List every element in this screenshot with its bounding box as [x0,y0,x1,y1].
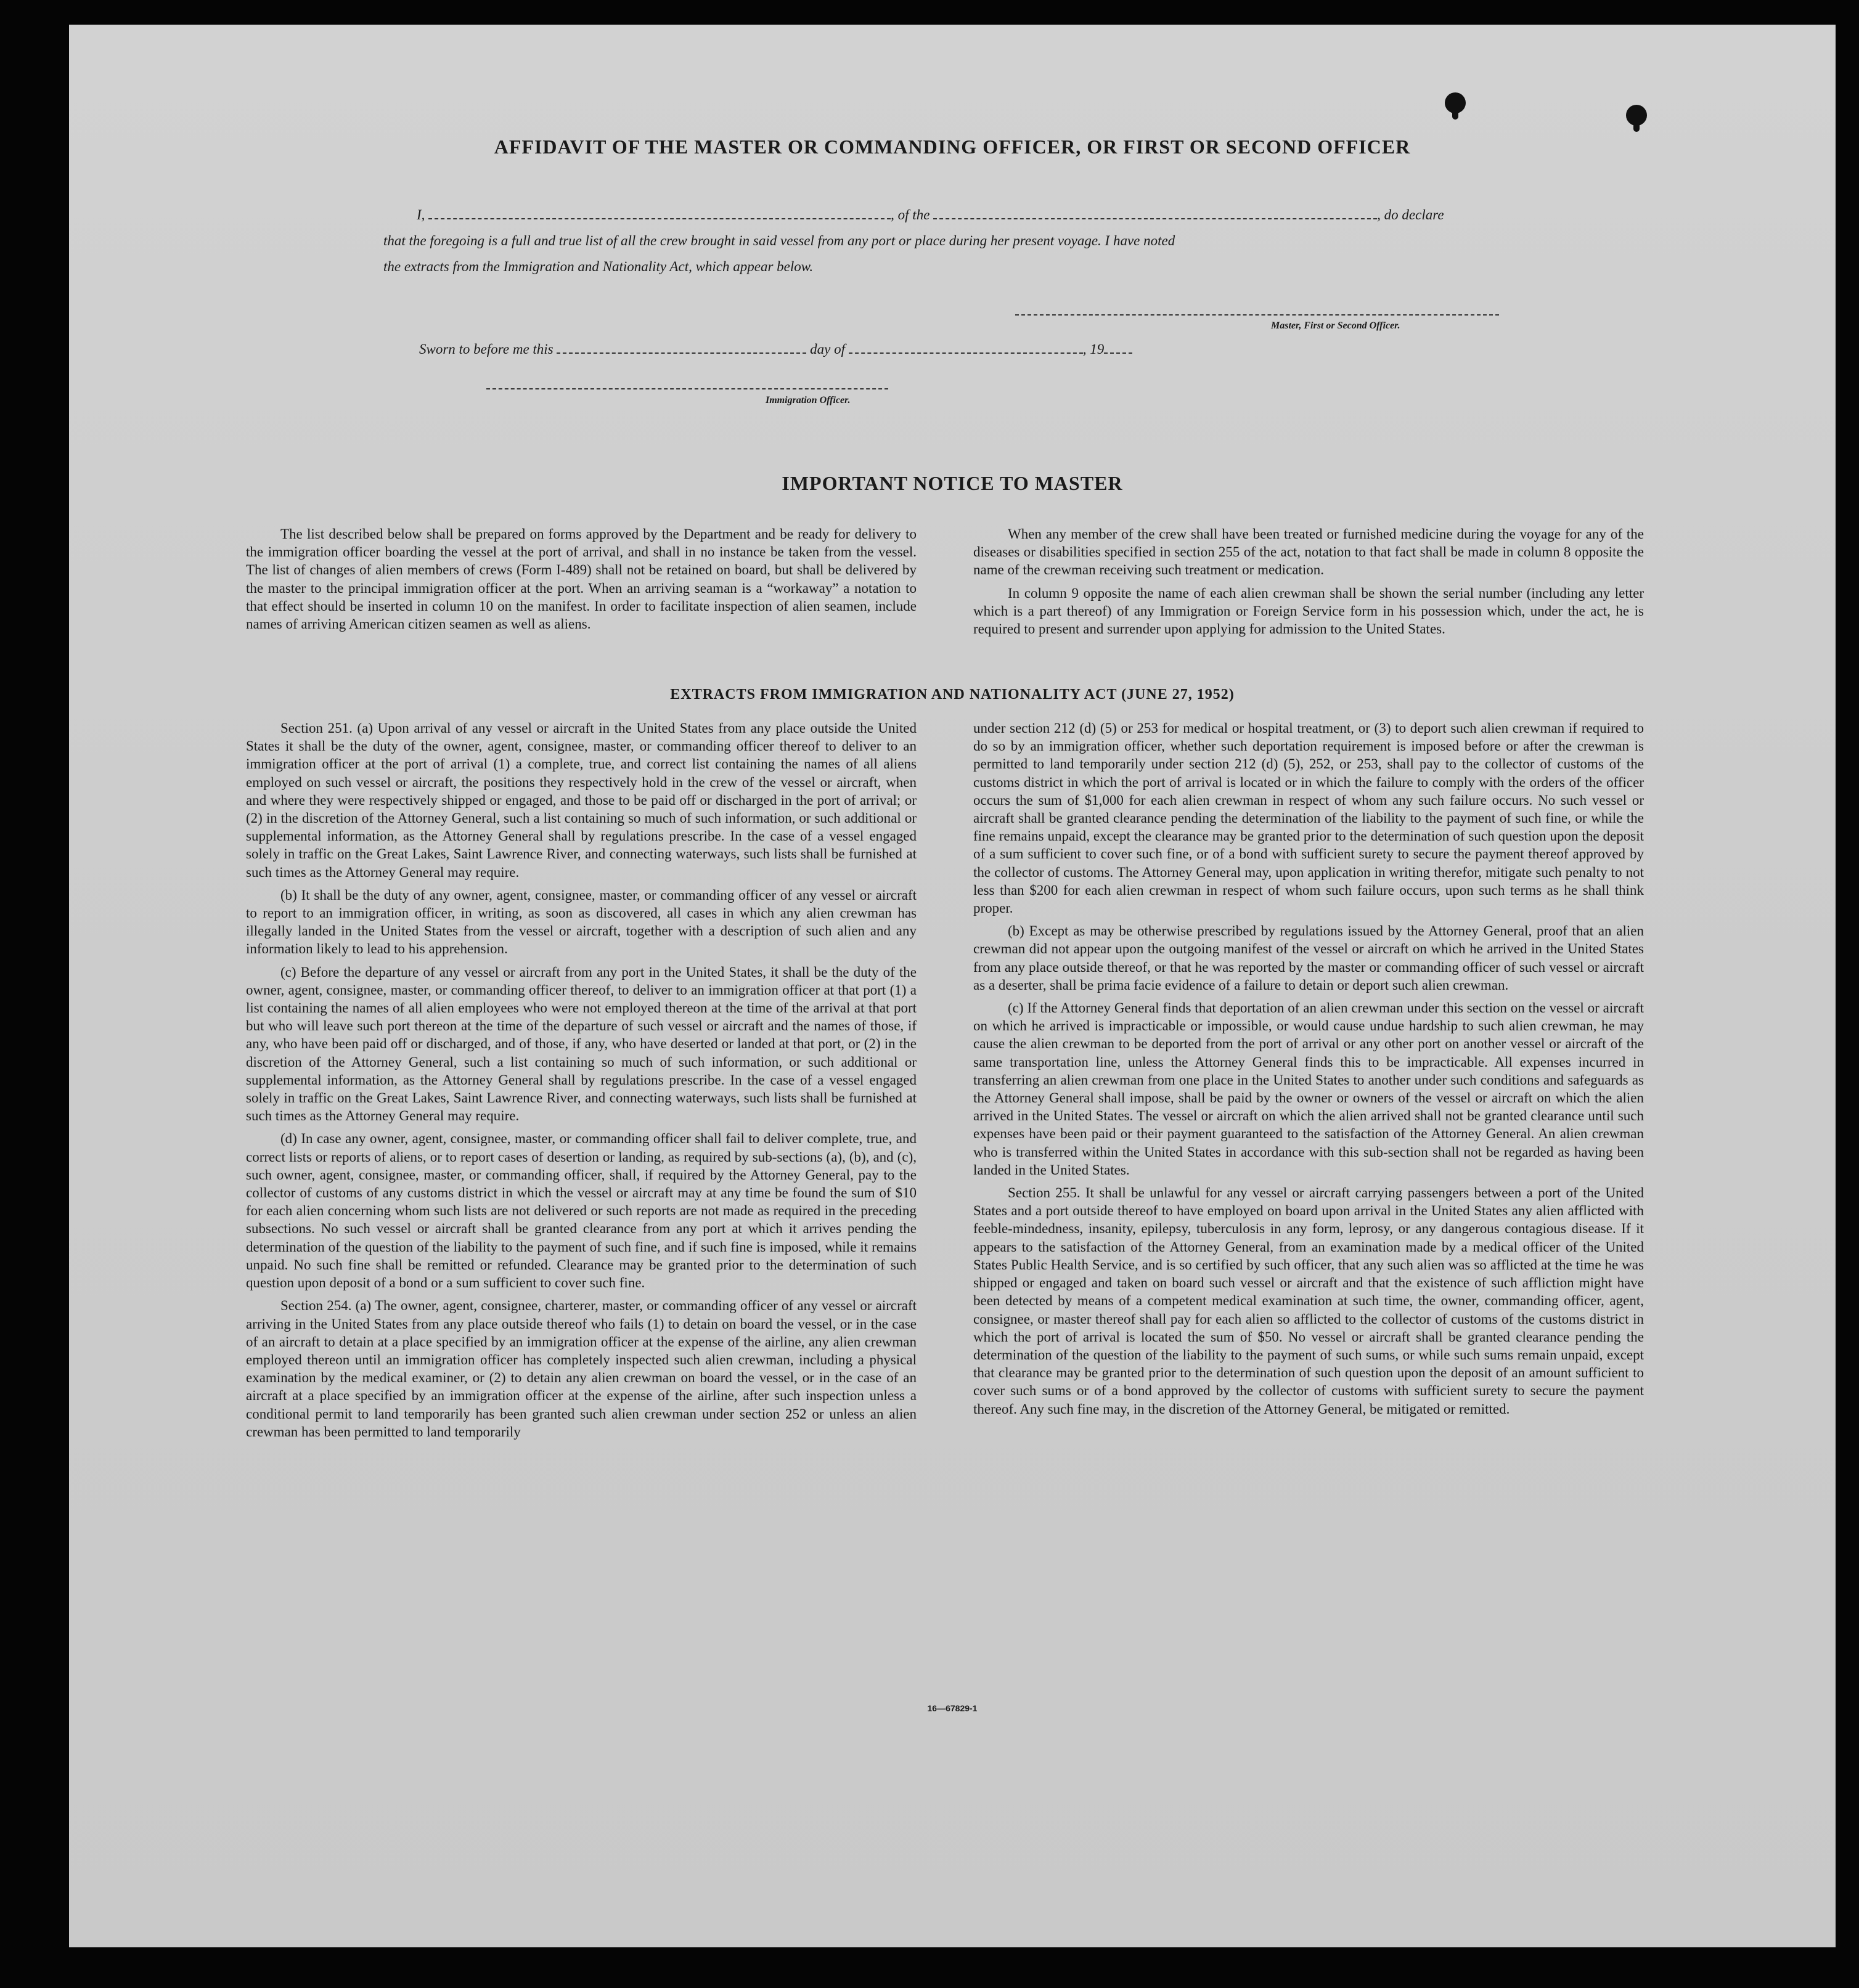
extracts-left-column [246,719,917,1446]
extracts-right-column [973,719,1644,1423]
master-signature-label: Master, First or Second Officer. [1271,320,1400,331]
punch-hole-mark [1626,105,1647,126]
document-page [69,25,1836,1947]
section-paragraph: Section 251. (a) Upon arrival of any vessel or aircraft in the United States from any place outside the United States it shall be the duty of the owner, agent, consignee, master, or commanding officer thereof to deliver to an immigration officer at the port of arrival (1) a complete, true, and correct list containing the names of all aliens employed on such vessel or aircraft, the positions they respectively hold in the crew of the vessel or aircraft, when and where they were respectively shipped or engaged, and those to be paid off or discharged in the port of arrival; or (2) in the discretion of the Attorney General, such a list containing so much of such information, or such additional or supplemental information, as the Attorney General shall by regulations prescribe. In the case of a vessel engaged solely in traffic on the Great Lakes, Saint Lawrence River, and connecting waterways, such lists shall be furnished at such times as the Attorney General may require. [246,720,917,880]
notice-paragraph: When any member of the crew shall have been treated or furnished medicine during the voyage for any of the diseases or disabilities specified in section 255 of the act, notation to that fact shall be made in column 8 opposite the name of the crewman receiving such treatment or medication. [973,526,1644,578]
affidavit-line-1 [417,207,1444,223]
affidavit-line-2: that the foregoing is a full and true list of all the crew brought in said vessel from any port or place during her present voyage. I have noted [383,233,1175,248]
punch-hole-mark [1445,92,1466,113]
extracts-title: EXTRACTS FROM IMMIGRATION AND NATIONALITY ACT (JUNE 27, 1952) [670,686,1235,703]
section-paragraph: Section 255. It shall be unlawful for any vessel or aircraft carrying passengers between a port of the United States and a port outside thereof to have employed on board upon arrival in the United States any alien afflicted with feeble-mindedness, insanity, epilepsy, tuberculosis in any form, leprosy, or any dangerous contagious disease. If it appears to the satisfaction of the Attorney General, from an examination made by a medical officer of the United States Public Health Service, and is so certified by such officer, that any such alien was so afflicted at the time he was shipped or engaged and taken on board such vessel or aircraft and that the existence of such affliction might have been detected by means of a competent medical examination at such time, the owner, commanding officer, agent, consignee, or master thereof shall pay for each alien so afflicted to the collector of customs of the customs district in which the port of arrival is located the sum of $50. No vessel or aircraft shall be granted clearance pending the determination of the question of the liability to the payment of such sums, or while such sums remain unpaid, except that clearance may be granted prior to the determination of such question upon the deposit of an amount sufficient to cover such sums or of a bond approved by the collector of customs with sufficient surety to secure the payment thereof. Any such fine may, in the discretion of the Attorney General, be mitigated or remitted. [973,1185,1644,1417]
section-paragraph: (c) Before the departure of any vessel or aircraft from any port in the United States, it shall be the duty of the owner, agent, consignee, master, or commanding officer thereof, to deliver to an immigration officer at that port (1) a list containing the names of all alien employees who were not employed thereon at the time of the arrival at that port but who will leave such port thereon at the time of the departure of such vessel or aircraft and the names of those, if any, who have been paid off or discharged, and of those, if any, who have deserted or landed at that port, or (2) in the discretion of the Attorney General, such a list containing so much of such information, or such additional or supplemental information, as the Attorney General shall by regulations prescribe. In the case of a vessel engaged solely in traffic on the Great Lakes, Saint Lawrence River, and connecting waterways, such lists shall be furnished at such times as the Attorney General may require. [246,964,917,1124]
year-label: , 19 [1082,341,1105,357]
sworn-year-blank-field[interactable] [1104,341,1132,354]
officer-signature-label: Immigration Officer. [766,395,851,405]
affidavit-i-label: I, [417,207,425,222]
section-paragraph: under section 212 (d) (5) or 253 for medical or hospital treatment, or (3) to deport such alien crewman if required to do so by an immigration officer, whether such deportation requirement is imposed before or after the crewman is permitted to land temporarily under section 212 (d) (5), 252, or 253, shall pay to the collector of customs of the customs district in which the port of arrival is located or in which the failure to comply with the orders of the officer occurs the sum of $1,000 for each alien crewman in respect of whom any such failure occurs. No such vessel or aircraft shall be granted clearance pending the determination of the liability to the payment of such fine, or while the fine remains unpaid, except the clearance may be granted prior to the determination of such question upon the deposit of a sum sufficient to cover such fine, or of a bond with sufficient surety to secure the payment thereof approved by the collector of customs. The Attorney General may, upon application in writing therefor, mitigate such penalty to not less than $200 for each alien crewman in respect of whom such failure occurs, upon such terms as he shall think proper. [973,720,1644,916]
name-blank-field[interactable] [428,207,891,219]
day-of-label: day of [810,341,845,357]
master-signature-line[interactable] [1015,314,1499,316]
section-paragraph: (d) In case any owner, agent, consignee, master, or commanding officer shall fail to deliver complete, true, and correct lists or reports of aliens, or to report cases of desertion or landing, as required by sub-sections (a), (b), and (c), such owner, agent, consignee, master, or commanding officer, shall, if required by the Attorney General, pay to the collector of customs of any customs district in which the vessel or aircraft may at any time be found the sum of $10 for each alien concerning whom such lists are not delivered or such reports are not made as required in the preceding subsections. No such vessel or aircraft shall be granted clearance from any port at which it arrives pending the determination of the question of the liability to the payment of such fine, and if such fine is imposed, while it remains unpaid. No such fine shall be remitted or refunded. Clearance may be granted prior to the determination of such question upon deposit of a bond or a sum sufficient to cover such fine. [246,1131,917,1291]
notice-left-column [246,525,917,638]
notice-paragraph: The list described below shall be prepared on forms approved by the Department and be ready for delivery to the immigration officer boarding the vessel at the port of arrival, and shall in no instance be taken from the vessel. The list of changes of alien members of crews (Form I-489) shall not be retained on board, but shall be delivered by the master to the principal immigration officer at the port. When an arriving seaman is a “workaway” a notation to that effect should be inserted in column 10 on the manifest. In order to facilitate inspection of alien seamen, include names of arriving American citizen seamen as well as aliens. [246,526,917,632]
section-paragraph: (b) Except as may be otherwise prescribed by regulations issued by the Attorney General, proof that an alien crewman did not appear upon the outgoing manifest of the vessel or aircraft on which he arrived in the United States from any place outside thereof, or that he was reported by the master or commanding officer of such vessel or aircraft as a deserter, shall be prima facie evidence of a failure to detain or deport such alien crewman. [973,923,1644,993]
vessel-blank-field[interactable] [933,207,1377,219]
affidavit-line-3: the extracts from the Immigration and Nationality Act, which appear below. [383,259,814,274]
affidavit-declare-label: , do declare [1377,207,1444,222]
notice-title: IMPORTANT NOTICE TO MASTER [782,472,1123,494]
form-number: 16—67829-1 [927,1703,978,1713]
section-paragraph: (c) If the Attorney General finds that deportation of an alien crewman under this section on the vessel or aircraft on which he arrived is impracticable or impossible, or would cause undue hardship to such alien crewman, he may cause the alien crewman to be deported from the port of arrival or any other port on another vessel or aircraft of the same transportation line, unless the Attorney General finds this to be impracticable. All expenses incurred in transferring an alien crewman from one place in the United States to another under such conditions and safeguards as the Attorney General shall impose, shall be paid by the owner or owners of the vessel or aircraft on which the alien arrived in the United States. The vessel or aircraft on which the alien arrived shall not be granted clearance until such expenses have been paid or their payment guaranteed to the satisfaction of the Attorney General. An alien crewman who is transferred within the United States in accordance with this sub-section shall not be regarded as having been landed in the United States. [973,1000,1644,1178]
notice-right-column [973,525,1644,643]
notice-paragraph: In column 9 opposite the name of each alien crewman shall be shown the serial number (including any letter which is a part thereof) of any Immigration or Foreign Service form in his possession which, under the act, he is required to present and surrender upon applying for admission to the United States. [973,585,1644,637]
sworn-day-blank-field[interactable] [557,341,806,354]
affidavit-title: AFFIDAVIT OF THE MASTER OR COMMANDING OFFICER, OR FIRST OR SECOND OFFICER [494,136,1411,158]
section-paragraph: (b) It shall be the duty of any owner, agent, consignee, master, or commanding officer of any vessel or aircraft to report to an immigration officer, in writing, as soon as discovered, all cases in which any alien crewman has illegally landed in the United States from the vessel or aircraft, together with a description of such alien and any information likely to lead to his apprehension. [246,887,917,957]
sworn-month-blank-field[interactable] [849,341,1083,354]
officer-signature-line[interactable] [486,388,888,389]
sworn-line [419,341,1132,357]
section-paragraph: Section 254. (a) The owner, agent, consignee, charterer, master, or commanding officer of any vessel or aircraft arriving in the United States from any place outside thereof who fails (1) to detain on board the vessel, or in the case of an aircraft to detain at a place specified by an immigration officer at the expense of the airline, any alien crewman employed thereon until an immigration officer has completely inspected such alien crewman, including a physical examination by the medical examiner, or (2) to detain any alien crewman on board the vessel, or in the case of an aircraft at a place specified by an immigration officer at the expense of the airline, after such inspection unless a conditional permit to land temporarily has been granted such alien crewman under section 252 or unless an alien crewman has been permitted to land temporarily [246,1298,917,1440]
affidavit-of-the-label: , of the [891,207,930,222]
sworn-label: Sworn to before me this [419,341,554,357]
